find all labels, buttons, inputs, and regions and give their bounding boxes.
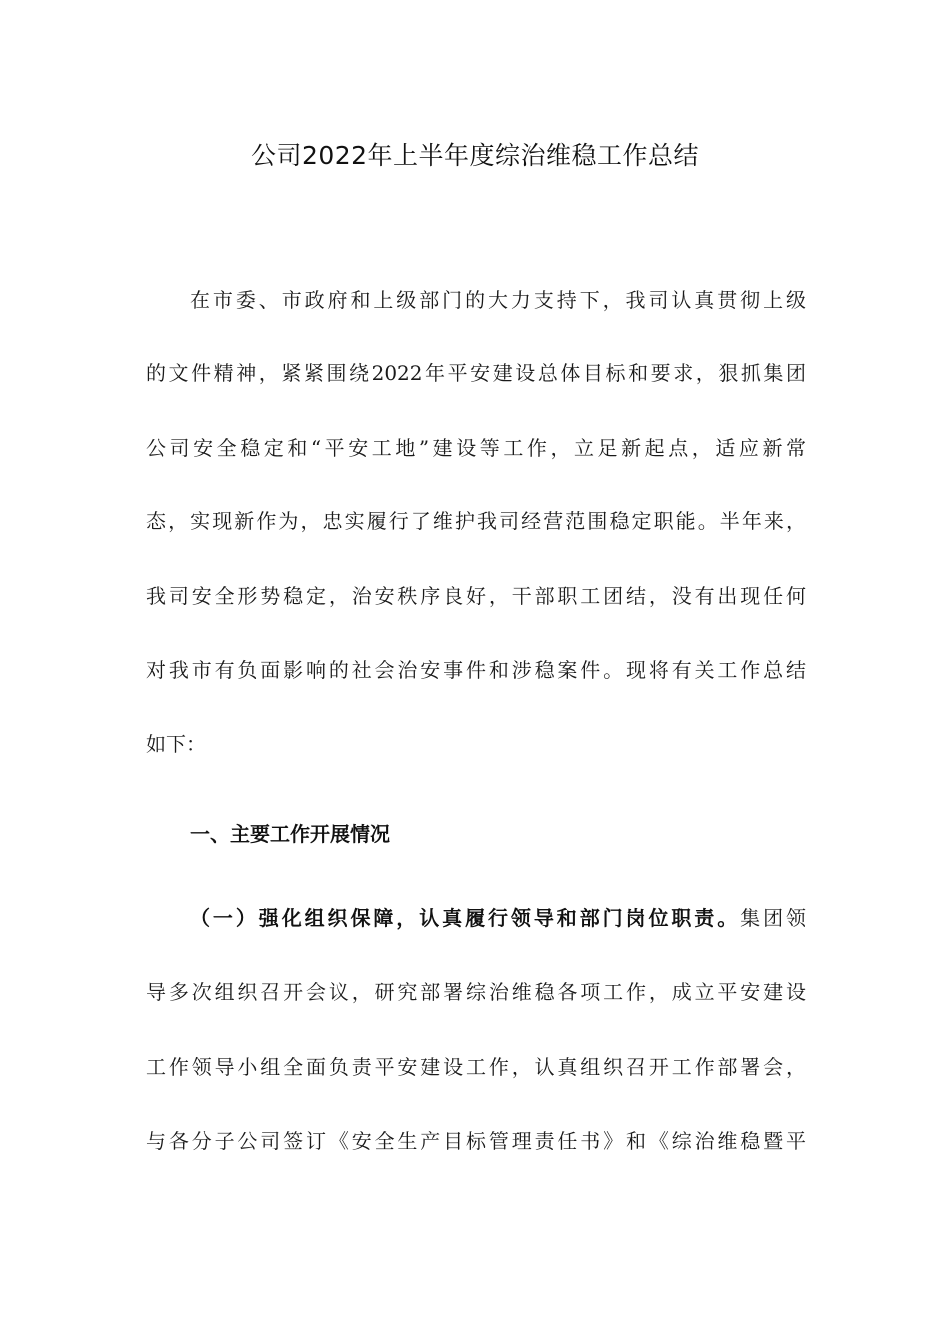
paragraph-line: 公司安全稳定和“平安工地”建设等工作，立足新起点，适应新常 bbox=[146, 436, 806, 460]
paragraph-line: 对我市有负面影响的社会治安事件和涉稳案件。现将有关工作总结 bbox=[146, 658, 806, 682]
paragraph-line: 如下： bbox=[146, 732, 206, 756]
paragraph-line: 态，实现新作为，忠实履行了维护我司经营范围稳定职能。半年来， bbox=[146, 509, 806, 533]
paragraph-line: 在市委、市政府和上级部门的大力支持下，我司认真贯彻上级 bbox=[190, 288, 806, 312]
paragraph-line: 导多次组织召开会议，研究部署综治维稳各项工作，成立平安建设 bbox=[146, 980, 806, 1004]
subsection-bold-lead: （一）强化组织保障，认真履行领导和部门岗位职责。 bbox=[190, 906, 741, 930]
paragraph-line: 与各分子公司签订《安全生产目标管理责任书》和《综治维稳暨平 bbox=[146, 1129, 806, 1153]
paragraph-line: 的文件精神，紧紧围绕2022年平安建设总体目标和要求，狠抓集团 bbox=[146, 361, 806, 385]
subsection-first-line bbox=[190, 904, 806, 932]
section-heading: 一、主要工作开展情况 bbox=[190, 822, 390, 846]
paragraph-line: 我司安全形势稳定，治安秩序良好，干部职工团结，没有出现任何 bbox=[146, 584, 806, 608]
subsection-line-rest: 集团领 bbox=[740, 906, 807, 930]
paragraph-line: 工作领导小组全面负责平安建设工作，认真组织召开工作部署会， bbox=[146, 1055, 806, 1079]
document-title: 公司2022年上半年度综治维稳工作总结 bbox=[250, 141, 700, 170]
